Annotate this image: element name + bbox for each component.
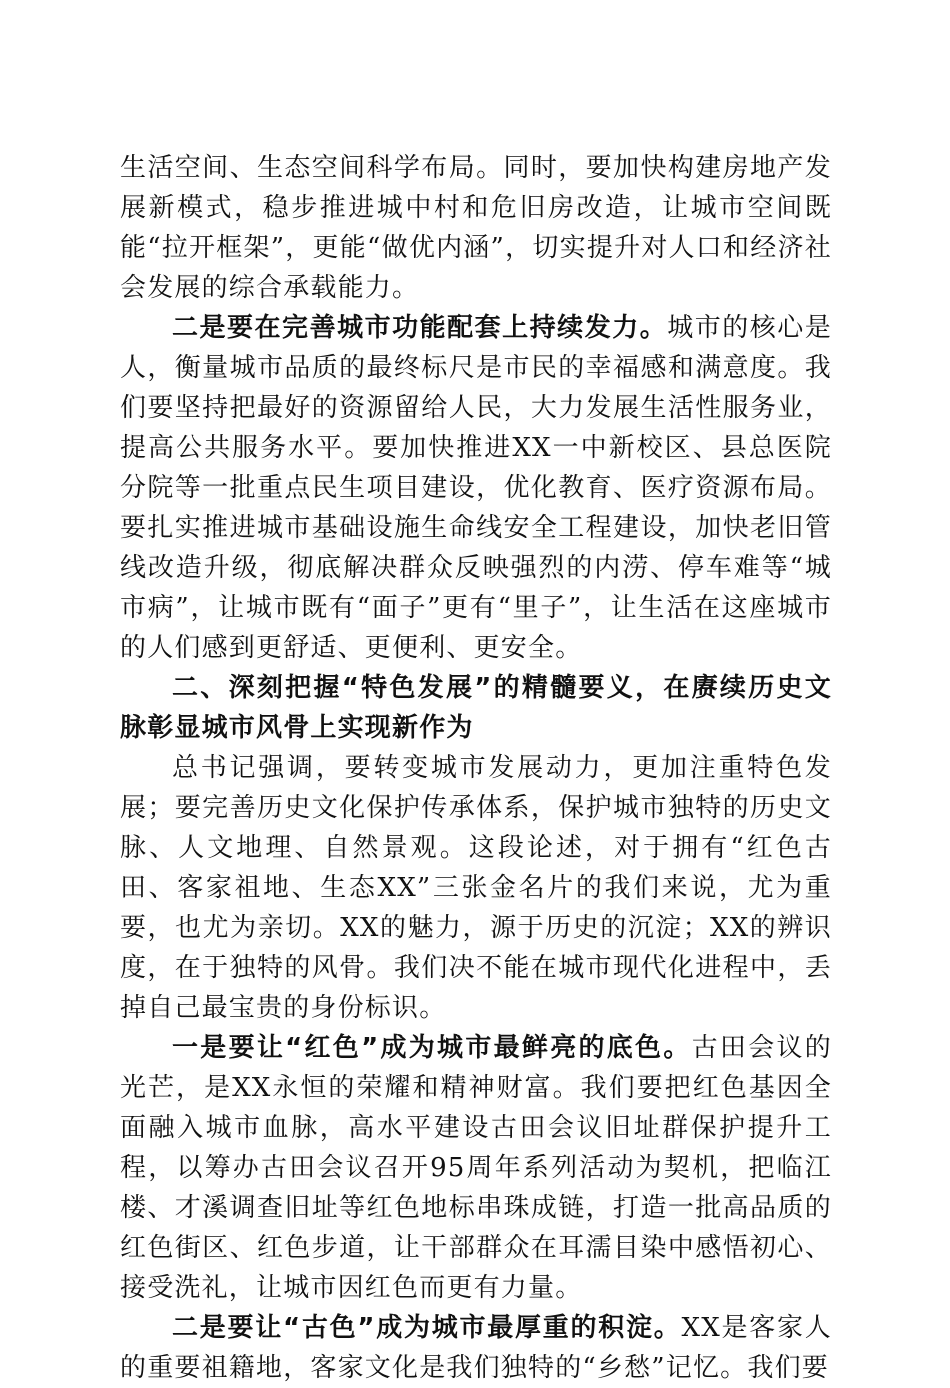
paragraph-body: 城市的核心是人，衡量城市品质的最终标尺是市民的幸福感和满意度。我们要坚持把最好的资源留给人民，大力发展生活性服务业，提高公共服务水平。要加快推进XX一中新校区、县总医院分院等一批重点民生项目建设，优化教育、医疗资源布局。要扎实推进城市基础设施生命线安全工程建设，加快老旧管线改造升级，彻底解决群众反映强烈的内涝、停车难等“城市病”，让城市既有“面子”更有“里子”，让生活在这座城市的人们感到更舒适、更便利、更安全。 [120, 313, 832, 663]
paragraph-lead-sentence: 二是要在完善城市功能配套上持续发力。 [172, 313, 668, 343]
paragraph-body: 古田会议的光芒，是XX永恒的荣耀和精神财富。我们要把红色基因全面融入城市血脉，高水平建设古田会议旧址群保护提升工程，以筹办古田会议召开95周年系列活动为契机，把临江楼、才溪调查旧址等红色地标串珠成链，打造一批高品质的红色街区、红色步道，让干部群众在耳濡目染中感悟初心、接受洗礼，让城市因红色而更有力量。 [120, 1033, 832, 1303]
paragraph-body: 总书记强调，要转变城市发展动力，更加注重特色发展；要完善历史文化保护传承体系，保护城市独特的历史文脉、人文地理、自然景观。这段论述，对于拥有“红色古田、客家祖地、生态XX”三张金名片的我们来说，尤为重要，也尤为亲切。XX的魅力，源于历史的沉淀；XX的辨识度，在于独特的风骨。我们决不能在城市现代化进程中，丢掉自己最宝贵的身份标识。 [120, 753, 832, 1023]
document-page [120, 148, 832, 1388]
paragraph-city-function [120, 308, 832, 668]
paragraph-section-intro [120, 748, 832, 1028]
paragraph-body: 生活空间、生态空间科学布局。同时，要加快构建房地产发展新模式，稳步推进城中村和危旧房改造，让城市空间既能“拉开框架”，更能“做优内涵”，切实提升对人口和经济社会发展的综合承载能力。 [120, 153, 832, 303]
paragraph-body: XX是客家人的重要祖籍地，客家文化是我们独特的“乡愁”记忆。我们要 [120, 1313, 832, 1383]
paragraph-lead-sentence: 二是要让“古色”成为城市最厚重的积淀。 [172, 1313, 682, 1343]
section-heading: 二、深刻把握“特色发展”的精髓要义，在赓续历史文脉彰显城市风骨上实现新作为 [120, 673, 832, 743]
paragraph-continuation [120, 148, 832, 308]
paragraph-lead-sentence: 一是要让“红色”成为城市最鲜亮的底色。 [172, 1033, 692, 1063]
paragraph-red-color [120, 1028, 832, 1308]
paragraph-ancient-color [120, 1308, 832, 1388]
